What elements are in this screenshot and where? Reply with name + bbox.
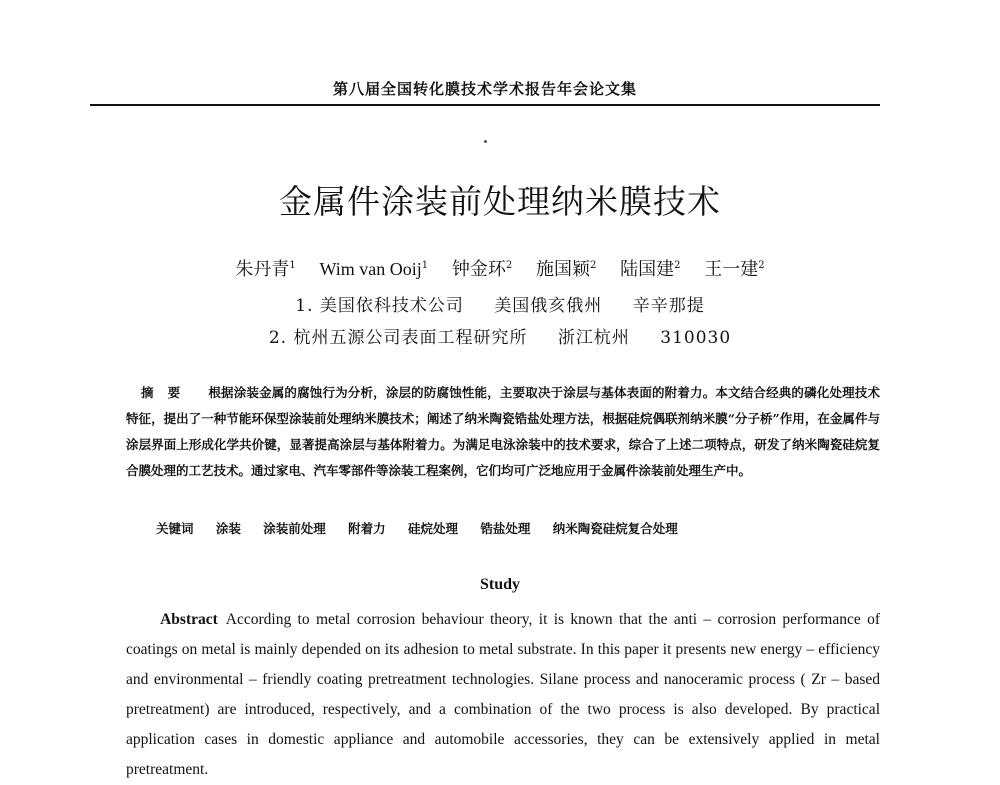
- author: 王一建$^2$: [704, 259, 765, 280]
- affiliation-2: [0, 323, 1000, 348]
- keywords: [156, 518, 876, 540]
- abstract-label: Abstract: [160, 611, 218, 628]
- stray-mark: [484, 140, 487, 143]
- abstract-english: [126, 605, 880, 785]
- author: 陆国建$^2$: [620, 259, 681, 280]
- english-section-heading: Study: [479, 576, 521, 593]
- abstract-text: 根据涂装金属的腐蚀行为分析，涂层的防腐蚀性能，主要取决于涂层与基体表面的附着力。本文结合经典的磷化处理技术特征，提出了一种节能环保型涂装前处理纳米膜技术；阐述了纳米陶瓷锆盐处理方法，根据硅烷偶联剂纳米膜“分子桥”作用，在金属件与涂层界面上形成化学共价键，显著提高涂层与基体附着力。为满足电泳涂装中的技术要求，综合了上述二项特点，研发了纳米陶瓷硅烷复合膜处理的工艺技术。通过家电、汽车零部件等涂装工程案例，它们均可广泛地应用于金属件涂装前处理生产中。: [126, 385, 880, 478]
- abstract-text: According to metal corrosion behaviour theory, it is known that the anti – corrosion performance of coatings on metal is mainly depended on its adhesion to metal substrate. In this paper it presents new energy – efficiency and environmental – friendly coating pretreatment technologies. Silane process and nanoceramic process ( Zr – based pretreatment) are introduced, respectively, and a combination of the two process is also developed. By practical application cases in domestic appliance and automobile accessories, they can be extensively applied in metal pretreatment.: [126, 611, 880, 778]
- header-rule: [90, 104, 880, 106]
- keyword: 涂装: [215, 521, 241, 536]
- keywords-label: 关键词: [156, 521, 194, 536]
- author-list: [0, 255, 1000, 281]
- keyword: 纳米陶瓷硅烷复合处理: [552, 521, 678, 536]
- paper-title: 金属件涂装前处理纳米膜技术: [279, 182, 721, 221]
- abstract-label: 摘要: [141, 385, 195, 400]
- keyword: 硅烷处理: [408, 521, 459, 536]
- abstract-chinese: [126, 380, 880, 484]
- keyword: 附着力: [348, 521, 386, 536]
- affiliation-org: 1. 美国依科技术公司: [295, 296, 464, 316]
- running-header: 第八届全国转化膜技术学术报告年会论文集: [332, 80, 637, 98]
- author: 朱丹青$^1$: [235, 259, 296, 280]
- author: 施国颖$^2$: [536, 259, 597, 280]
- affiliation-org: 2. 杭州五源公司表面工程研究所: [268, 328, 528, 348]
- keyword: 锆盐处理: [480, 521, 531, 536]
- keyword: 涂装前处理: [263, 521, 326, 536]
- author: Wim van Ooij$^1$: [319, 259, 429, 279]
- affiliation-zip: 310030: [660, 328, 732, 348]
- author: 钟金环$^2$: [451, 259, 513, 280]
- affiliation-location: 浙江杭州: [557, 328, 630, 348]
- affiliation-city: 辛辛那提: [632, 296, 705, 316]
- affiliation-1: [0, 291, 1000, 316]
- affiliation-location: 美国俄亥俄州: [494, 296, 603, 316]
